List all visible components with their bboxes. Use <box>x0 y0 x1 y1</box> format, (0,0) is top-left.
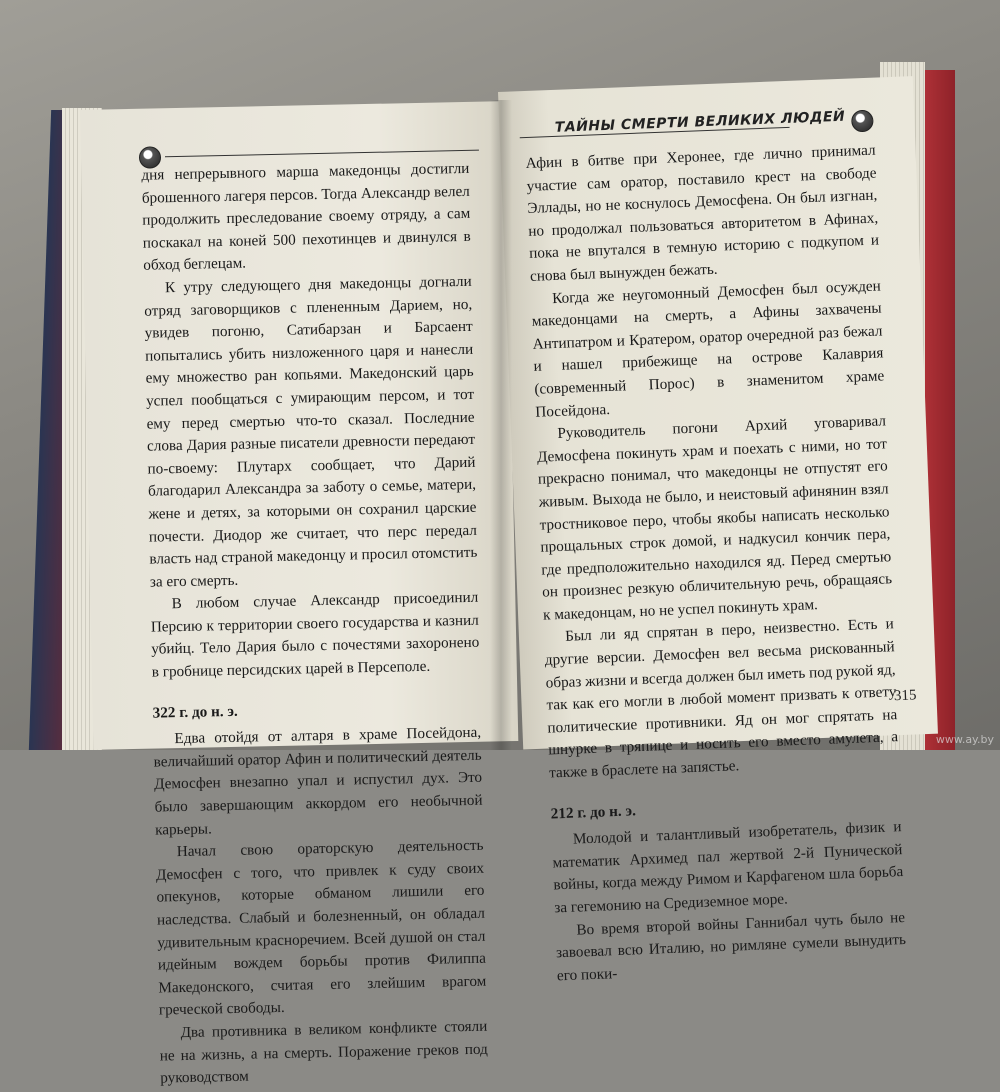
header-rule <box>165 150 479 158</box>
paragraph: Молодой и талантливый изобретатель, физик и математик Архимед пал жертвой 2-й Пунической войны, когда между Римом и Карфагеном шла борьба за гегемонию на Средиземное море. <box>552 818 904 917</box>
paragraph: Едва отойдя от алтаря в храме Посейдона, величайший оратор Афин и политический деятель Демосфен внезапно упал и испустил дух. Это было завершающим аккордом его необычной карьеры. <box>153 723 483 839</box>
watermark: www.ay.by <box>935 733 994 746</box>
paragraph: Два противника в великом конфликте стояли не на жизнь, а на смерть. Поражение греков под руководством <box>159 1017 488 1087</box>
running-title: ТАЙНЫ СМЕРТИ ВЕЛИКИХ ЛЮДЕЙ <box>554 108 846 136</box>
date-heading: 212 г. до н. э. <box>550 801 637 823</box>
paragraph: Во время второй войны Ганнибал чуть было не завоевал всю Италию, но римляне сумели вынудить его поки- <box>555 908 907 985</box>
globe-icon <box>851 110 874 133</box>
paragraph: К утру следующего дня македонцы догнали отряд заговорщиков с плененным Дарием, но, увидев погоню, Сатибарзан и Барсаент попытались убить низложенного царя и нанесли ему множество ран копьями. Македонский царь успел пообщаться с умирающим персом, и тот ему перед смертью что-то сказал. Последние слова Дария разные писатели древности передают по-своему: Плутарх сообщает, что Дарий благодарил Александра за заботу о семье, матери, жене и детях, за которыми он сохранил царские почести. Диодор же считает, что перс передал власть над страной македонцу и просил отомстить за его смерть. <box>144 272 478 591</box>
left-page-text <box>141 158 488 1090</box>
paragraph: Начал свою ораторскую деятельность Демосфен с того, что привлек к суду своих опекунов, которые обманом лишили его наследства. Слабый и болезненный, он обладал удивительным красноречием. Всей душой он стал идейным вождем борьбы против Филиппа Македонского, считая его злейшим врагом греческой свободы. <box>155 836 487 1019</box>
page-number: 315 <box>893 687 917 705</box>
paragraph: Руководитель погони Архий уговаривал Демосфена покинуть храм и поехать с ними, но тот прекрасно понимал, что македонцы не отпустят его живым. Выхода не было, и неистовый афинянин взял тростниковое перо, чтобы якобы написать несколько прощальных строк домой, и надкусил кончик пера, где предположительно находился яд. Перед смертью он произнес резкую обличительную речь, обращаясь к македонцам, но не успел покинуть храм. <box>536 412 893 624</box>
date-heading: 322 г. до н. э. <box>152 702 238 722</box>
paragraph: Когда же неугомонный Демосфен был осужден македонцами на смерть, а Афины захвачены Антипатром и Кратером, оратор очередной раз бежал и нашел прибежище на острове Калаврия (современный Порос) в знаменитом храме Посейдона. <box>531 277 885 421</box>
left-page <box>80 101 518 1087</box>
right-page <box>498 76 938 985</box>
paragraph: дня непрерывного марша македонцы достигли брошенного лагеря персов. Тогда Александр велел продолжить преследование своему отряду, а сам поскакал на коней 500 пехотинцев и двинулся в обход беглецам. <box>141 159 471 275</box>
right-page-text <box>525 140 907 988</box>
paragraph: В любом случае Александр присоединил Персию к территории своего государства и казнил убийц. Тело Дария было с почестями захоронено в гробнице персидских царей в Персеполе. <box>150 589 480 681</box>
paragraph: Афин в битве при Херонее, где лично принимал участие сам оратор, поставило крест на свободе Эллады, но не коснулось Демосфена. Он был изгнан, но продолжал пользоваться авторитетом в Афинах, пока не впутался в темную историю с подкупом и снова был вынужден бежать. <box>525 141 880 285</box>
paragraph: Был ли яд спрятан в перо, неизвестно. Есть и другие версии. Демосфен вел весьма рискованный образ жизни и всегда должен был иметь под рукой яд, так как его могли в любой момент призвать к ответу политические противники. Яд он мог спрятать на шнурке в тряпице и носить его вместо амулета, а также в браслете на запястье. <box>544 615 899 782</box>
book-gutter-shadow <box>490 100 512 750</box>
